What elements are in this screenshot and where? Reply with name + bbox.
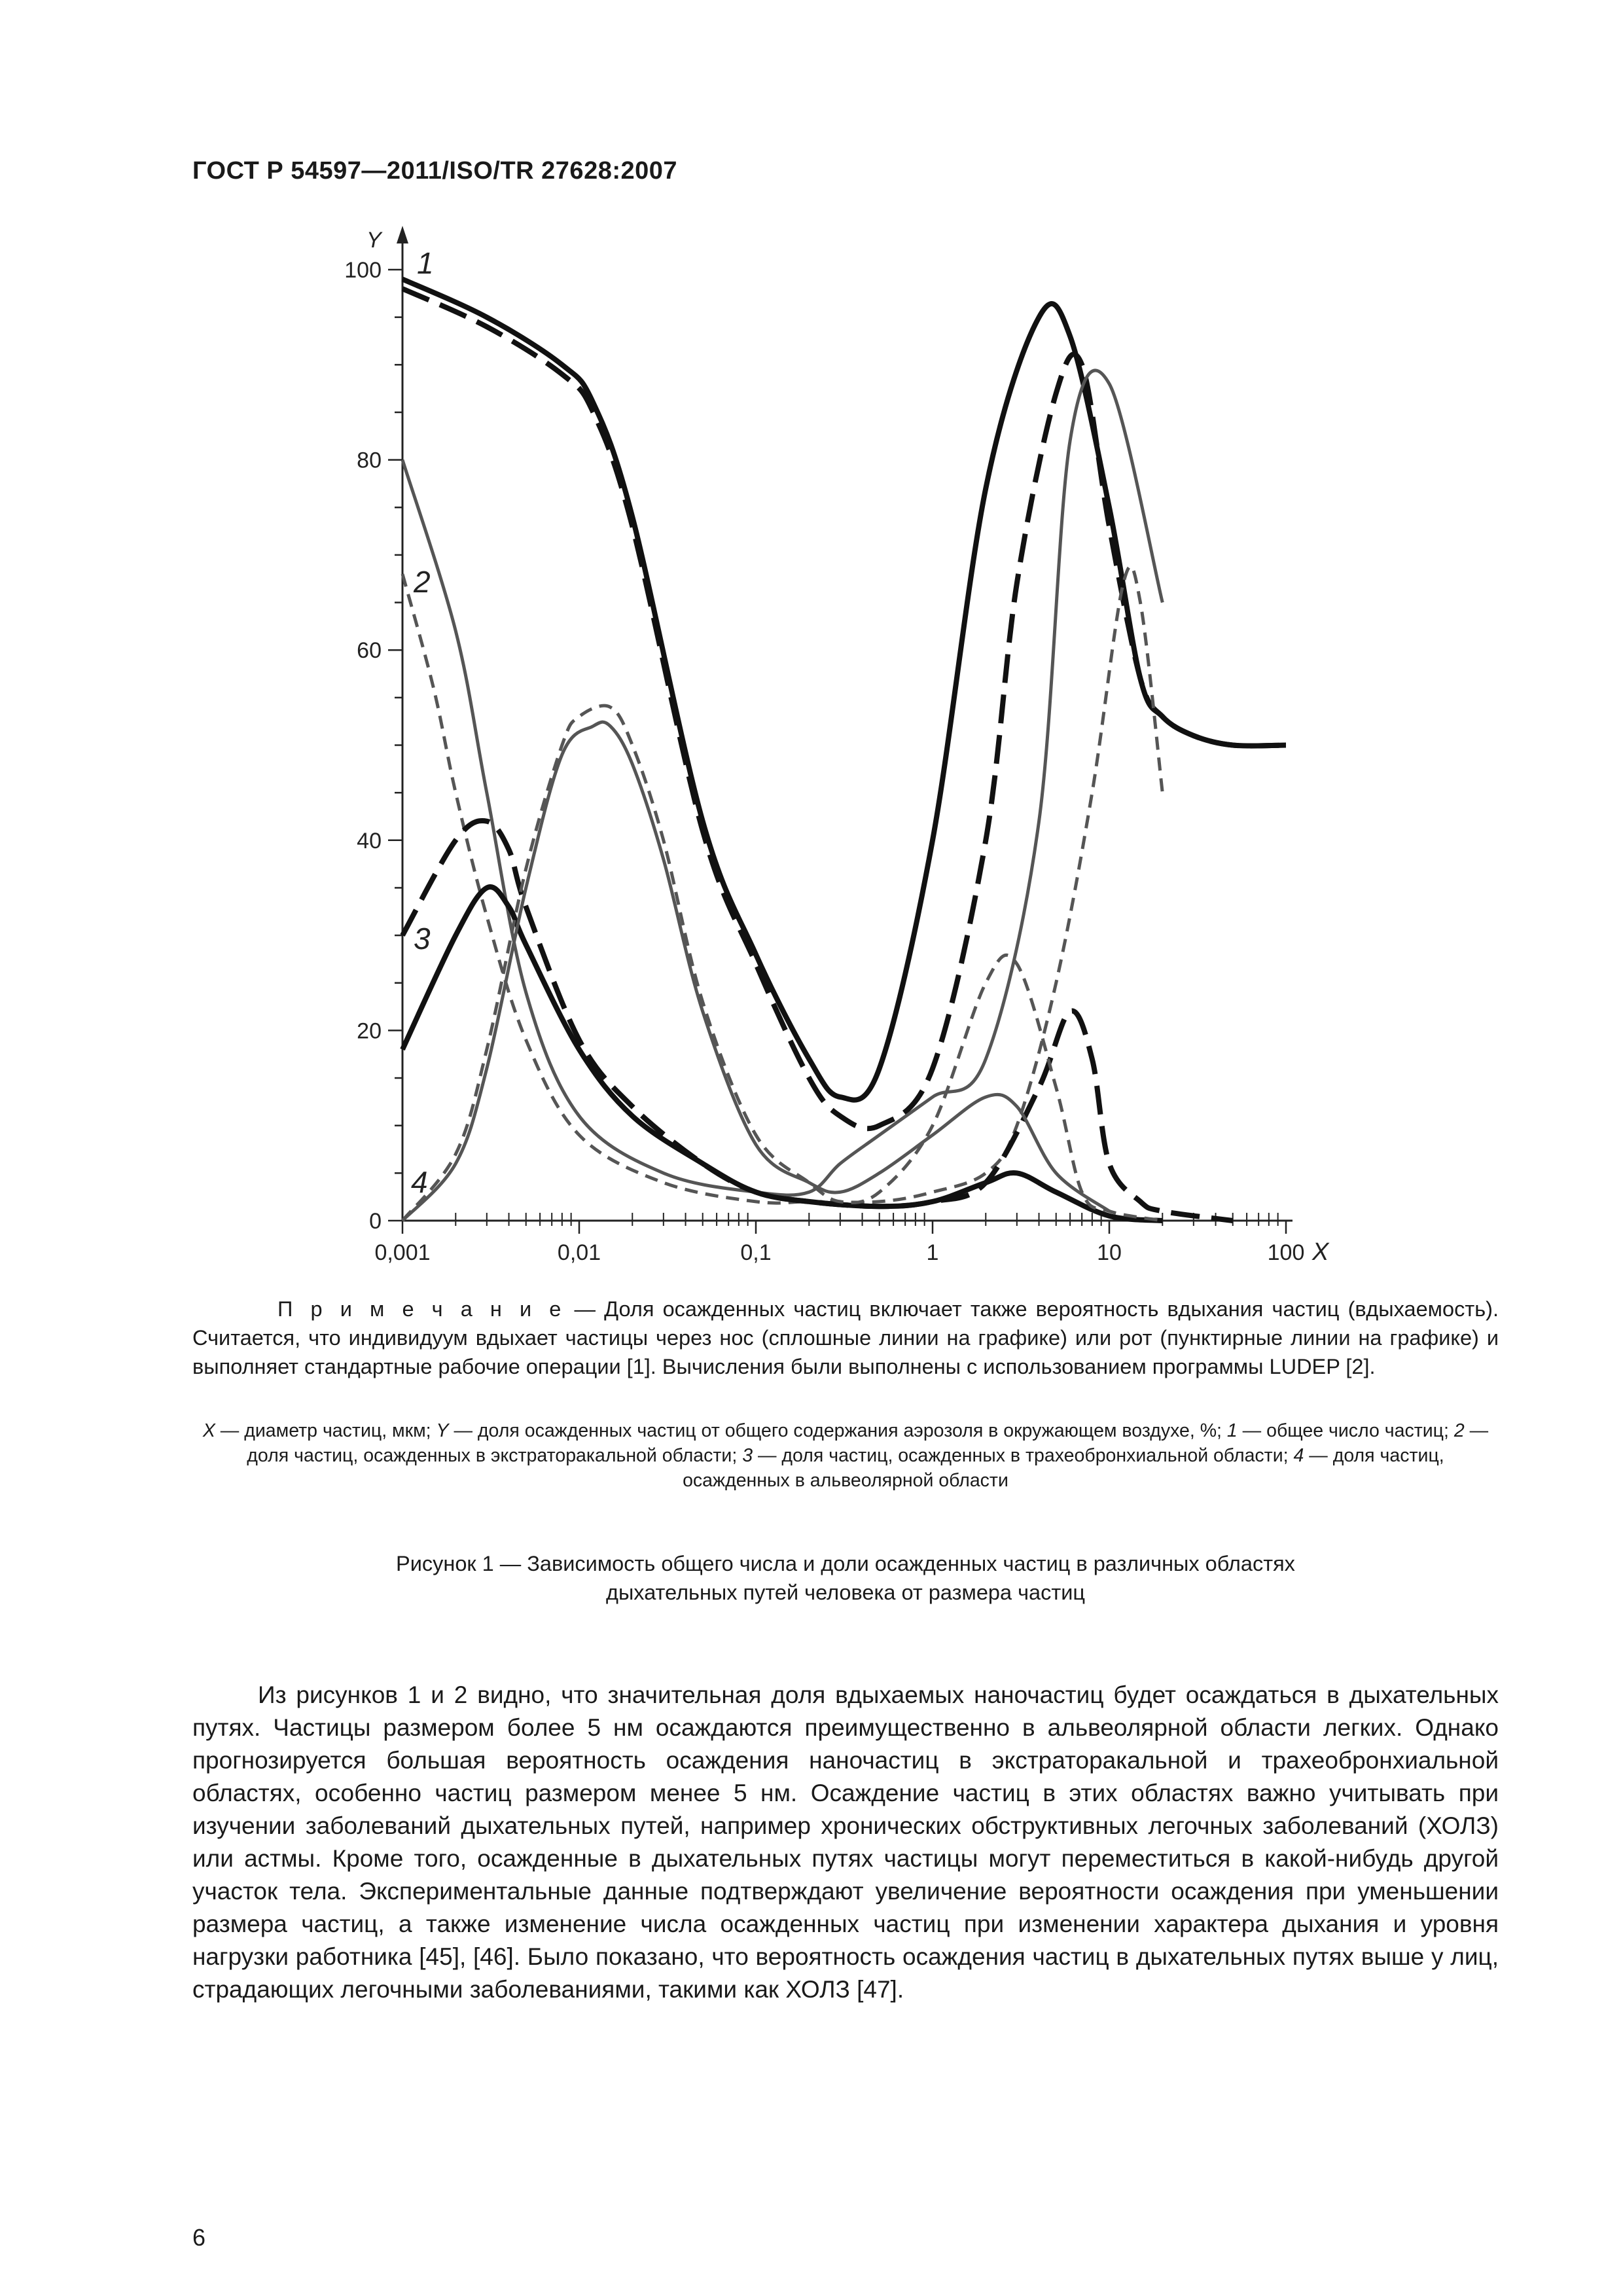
page-number: 6	[192, 2224, 206, 2251]
x-tick-label: 1	[926, 1240, 939, 1265]
legend-3-number: 3	[742, 1445, 753, 1466]
legend-4-text: — доля частиц, осажденных в альвеолярной области	[683, 1445, 1444, 1491]
y-tick-label: 60	[357, 638, 382, 664]
legend-x-symbol: X	[202, 1420, 215, 1441]
x-tick-label: 0,1	[740, 1240, 772, 1265]
legend-4-number: 4	[1293, 1445, 1304, 1466]
caption-line-1: Рисунок 1 — Зависимость общего числа и доли осажденных частиц в различных областях	[396, 1552, 1295, 1575]
y-tick-label: 100	[344, 258, 382, 283]
legend-1-number: 1	[1226, 1420, 1238, 1441]
note-label: П р и м е ч а н и е	[277, 1297, 566, 1321]
legend-y-text: — доля осажденных частиц от общего содержания аэрозоля в окружающем воздухе, %;	[448, 1420, 1227, 1441]
curve-4-dashed	[402, 706, 1162, 1221]
legend-3-text: — доля частиц, осажденных в трахеобронхиальной области;	[753, 1445, 1294, 1466]
chart-labels	[366, 228, 1330, 1266]
legend-y-symbol: Y	[436, 1420, 449, 1441]
figure-legend	[192, 1418, 1499, 1493]
legend-2-text: — доля частиц, осажденных в экстраторакальной области;	[247, 1420, 1489, 1466]
figure-caption	[192, 1549, 1499, 1607]
document-header: ГОСТ Р 54597—2011/ISO/TR 27628:2007	[192, 157, 678, 185]
y-axis-label: Y	[366, 228, 382, 253]
legend-2-number: 2	[1454, 1420, 1465, 1441]
y-axis-arrow	[397, 226, 408, 243]
curve-label-4: 4	[411, 1165, 428, 1199]
body-paragraph: Из рисунков 1 и 2 видно, что значительная доля вдыхаемых наночастиц будет осаждаться в дыхательных путях. Частицы размером более 5 нм осаждаются преимущественно в альвеолярной области легких. Однако прогнозируется большая вероятность осаждения наночастиц в экстраторакальной и трахеобронхиальной областях, особенно частиц размером менее 5 нм. Осаждение частиц в этих областях важно учитывать при изучении заболеваний дыхательных путей, например хронических обструктивных легочных заболеваний (ХОЛЗ) или астмы. Кроме того, осажденные в дыхательных путях частицы могут переместиться в какой-нибудь другой участок тела. Экспериментальные данные подтверждают увеличение вероятности осаждения при уменьшении размера частиц, а также изменение числа осажденных частиц при изменении характера дыхания и уровня нагрузки работника [45], [46]. Было показано, что вероятность осаждения частиц в дыхательных путях выше у лиц, страдающих легочными заболеваниями, такими как ХОЛЗ [47].	[192, 1681, 1499, 2003]
chart-series	[402, 279, 1286, 1221]
curve-1-dashed	[402, 289, 1286, 1128]
legend-1-text: — общее число частиц;	[1237, 1420, 1454, 1441]
y-tick-label: 0	[369, 1209, 382, 1234]
x-tick-label: 100	[1267, 1240, 1305, 1265]
y-tick-label: 20	[357, 1018, 382, 1044]
legend-x-text: — диаметр частиц, мкм;	[215, 1420, 437, 1441]
caption-line-2: дыхательных путей человека от размера частиц	[605, 1581, 1085, 1604]
curve-1-solid	[402, 279, 1286, 1100]
y-tick-label: 80	[357, 448, 382, 473]
chart-axes	[397, 226, 1293, 1221]
x-tick-label: 10	[1097, 1240, 1122, 1265]
x-tick-label: 0,01	[557, 1240, 601, 1265]
curve-label-3: 3	[414, 922, 431, 956]
figure-note	[192, 1295, 1499, 1381]
x-tick-label: 0,001	[374, 1240, 431, 1265]
y-tick-label: 40	[357, 828, 382, 853]
x-axis-label: X	[1312, 1238, 1329, 1266]
curve-4-solid	[402, 722, 1109, 1221]
note-text: — Доля осажденных частиц включает также вероятность вдыхания частиц (вдыхаемость). Считается, что индивидуум вдыхает частицы через нос (сплошные линии на графике) или рот (пунктирные линии на графике) и выполняет стандартные рабочие операции [1]. Вычисления были выполнены с использованием программы LUDEP [2].	[192, 1297, 1499, 1378]
curve-label-1: 1	[417, 246, 434, 280]
curve-label-2: 2	[414, 565, 431, 599]
